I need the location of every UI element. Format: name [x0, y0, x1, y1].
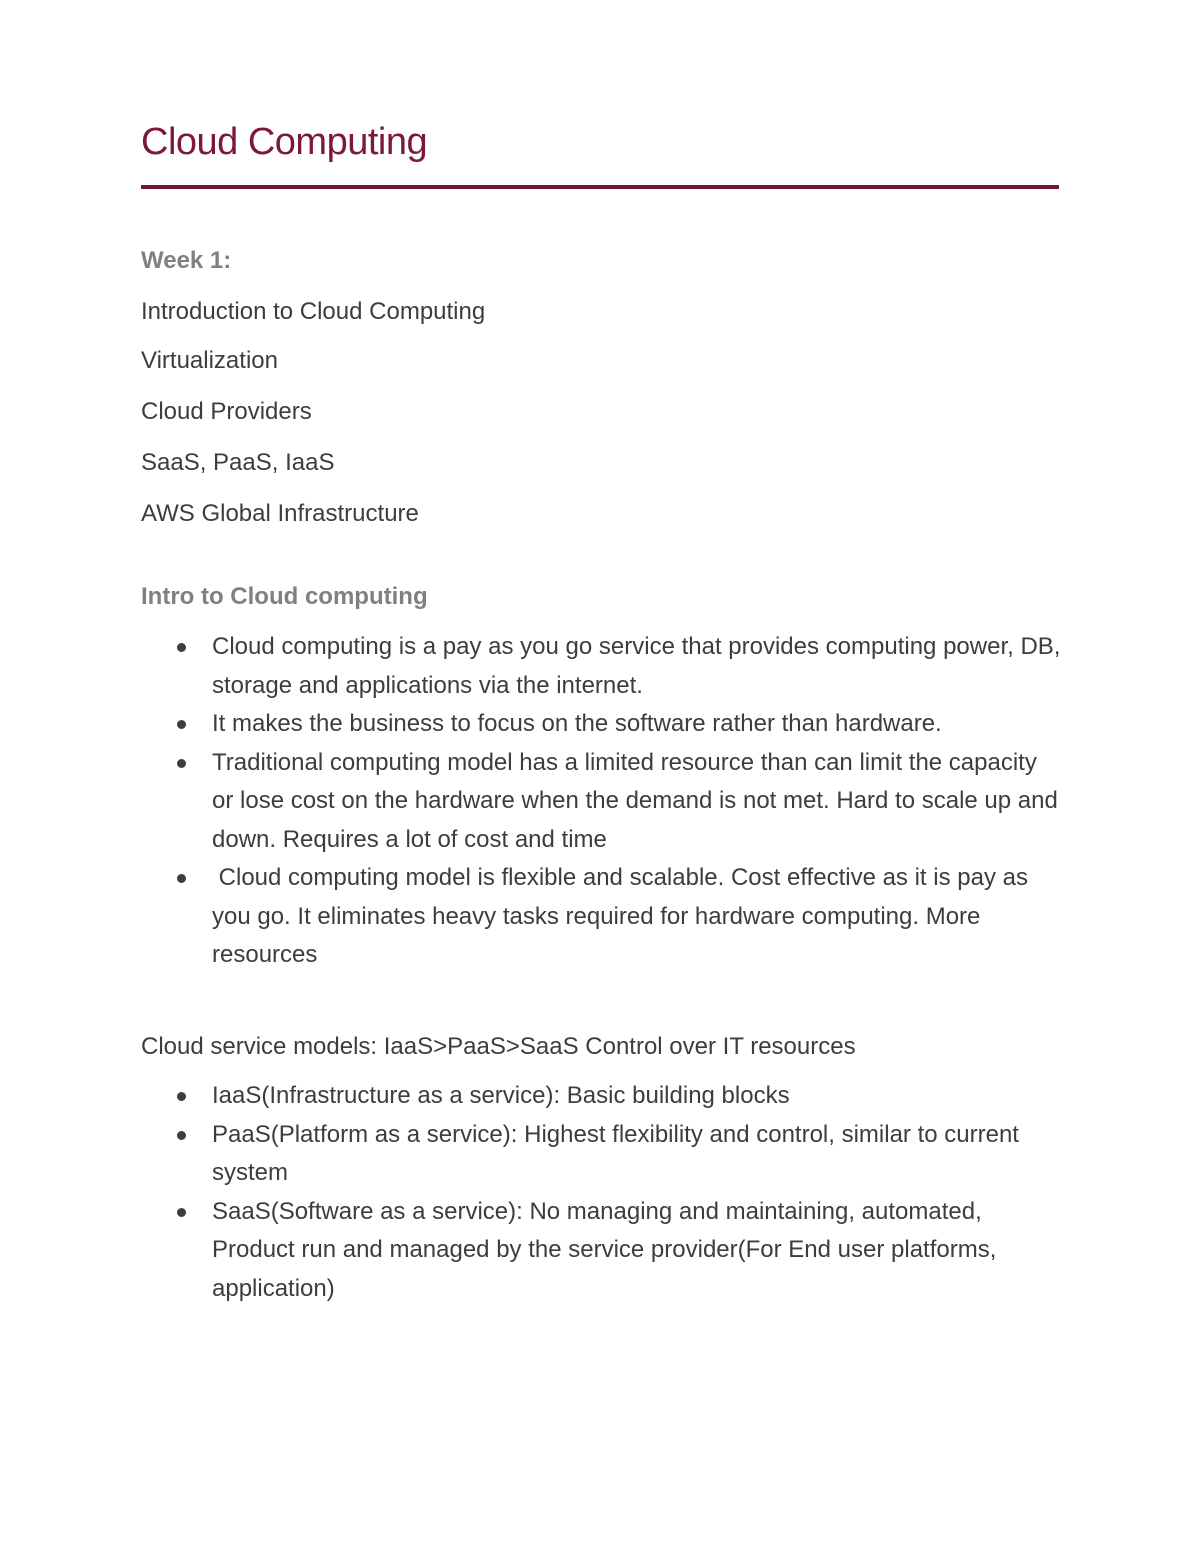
list-item: [141, 859, 1061, 975]
service-bullet-list: [141, 1077, 1061, 1308]
list-item-text: IaaS(Infrastructure as a service): Basic building blocks: [212, 1082, 790, 1109]
list-item: [141, 1077, 1061, 1116]
topic-line: AWS Global Infrastructure: [141, 500, 419, 527]
document-title: Cloud Computing: [141, 121, 428, 163]
bullet-icon: [177, 874, 186, 883]
list-item: [141, 705, 1061, 744]
list-item-text: It makes the business to focus on the software rather than hardware.: [212, 710, 942, 737]
list-item: [141, 628, 1061, 705]
list-item-text: Cloud computing model is flexible and scalable. Cost effective as it is pay as you go. It eliminates heavy tasks required for hardware computing. More resources: [212, 864, 1035, 968]
list-item: [141, 1116, 1061, 1193]
title-underline: [141, 185, 1059, 189]
bullet-icon: [177, 1131, 186, 1140]
week-heading: Week 1:: [141, 247, 232, 274]
service-models-line: Cloud service models: IaaS>PaaS>SaaS Control over IT resources: [141, 1033, 856, 1060]
bullet-icon: [177, 1092, 186, 1101]
bullet-icon: [177, 759, 186, 768]
list-item-text: SaaS(Software as a service): No managing and maintaining, automated, Product run and managed by the service provider(For End user platforms, application): [212, 1197, 997, 1302]
list-item: [141, 1193, 1061, 1309]
topic-line: SaaS, PaaS, IaaS: [141, 449, 335, 476]
bullet-icon: [177, 643, 186, 652]
topic-line: Introduction to Cloud Computing: [141, 298, 486, 325]
bullet-icon: [177, 1208, 186, 1217]
intro-bullet-list: [141, 628, 1061, 975]
topic-line: Cloud Providers: [141, 398, 312, 425]
bullet-icon: [177, 720, 186, 729]
list-item-text: Traditional computing model has a limited resource than can limit the capacity or lose cost on the hardware when the demand is not met. Hard to scale up and down. Requires a lot of cost and time: [212, 748, 1058, 853]
list-item: [141, 744, 1061, 860]
intro-heading: Intro to Cloud computing: [141, 583, 428, 610]
list-item-text: Cloud computing is a pay as you go service that provides computing power, DB, storage and applications via the internet.: [212, 633, 1061, 699]
topic-line: Virtualization: [141, 347, 278, 374]
list-item-text: PaaS(Platform as a service): Highest flexibility and control, similar to current system: [212, 1120, 1019, 1186]
